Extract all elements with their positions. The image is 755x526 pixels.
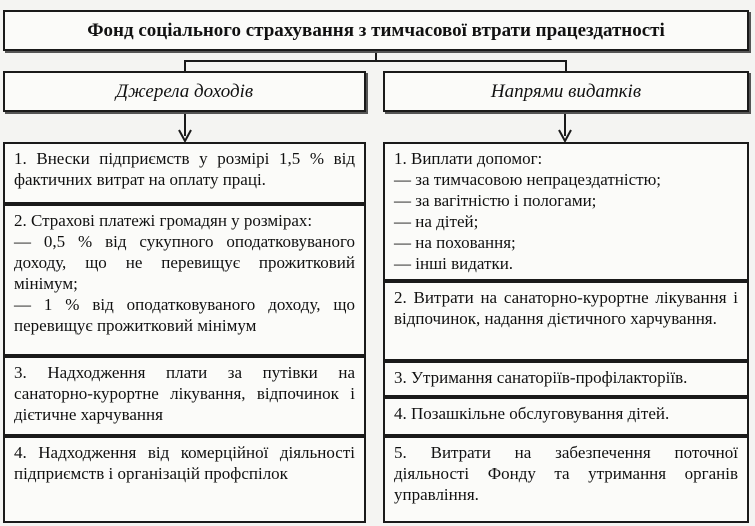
expenses-item-4: 4. Позашкільне обслуговування дітей. — [383, 397, 749, 436]
expenses-item-1: 1. Виплати допомог: — за тимчасовою непрацездатністю; — за вагітністю і пологами; — на дітей; — на поховання; — інші видатки. — [383, 142, 749, 281]
income-item-2: 2. Страхові платежі громадян у розмірах: — 0,5 % від сукупного оподатковуваного доходу, що не перевищує прожитковий мінімум; — 1 % від оподатковуваного доходу, що перевищує прожитковий мінімум — [3, 204, 366, 356]
arrow-income — [175, 112, 195, 144]
expenses-item-2: 2. Витрати на санаторно-курортне лікування і відпочинок, надання дієтичного харчування. — [383, 281, 749, 361]
income-item-4: 4. Надходження від комерційної діяльності підприємств і організацій профспілок — [3, 436, 366, 523]
fund-title-text: Фонд соціального страхування з тимчасової втрати працездатності — [87, 19, 665, 41]
fund-title — [3, 10, 749, 51]
expenses-item-3: 3. Утримання санаторіїв-профілакторіїв. — [383, 361, 749, 397]
expenses-heading: Напрями видатків — [383, 71, 749, 112]
expenses-item-5: 5. Витрати на забезпечення поточної діяльності Фонду та утримання органів управління. — [383, 436, 749, 523]
connector-to-expenses-heading — [565, 60, 567, 71]
connector-branch — [184, 60, 566, 62]
arrow-expenses — [555, 112, 575, 144]
income-item-1: 1. Внески підприємств у розмірі 1,5 % від фактичних витрат на оплату праці. — [3, 142, 366, 204]
income-item-3: 3. Надходження плати за путівки на санаторно-курортне лікування, відпочинок і дієтичне харчування — [3, 356, 366, 436]
income-heading: Джерела доходів — [3, 71, 366, 112]
connector-to-income-heading — [184, 60, 186, 71]
